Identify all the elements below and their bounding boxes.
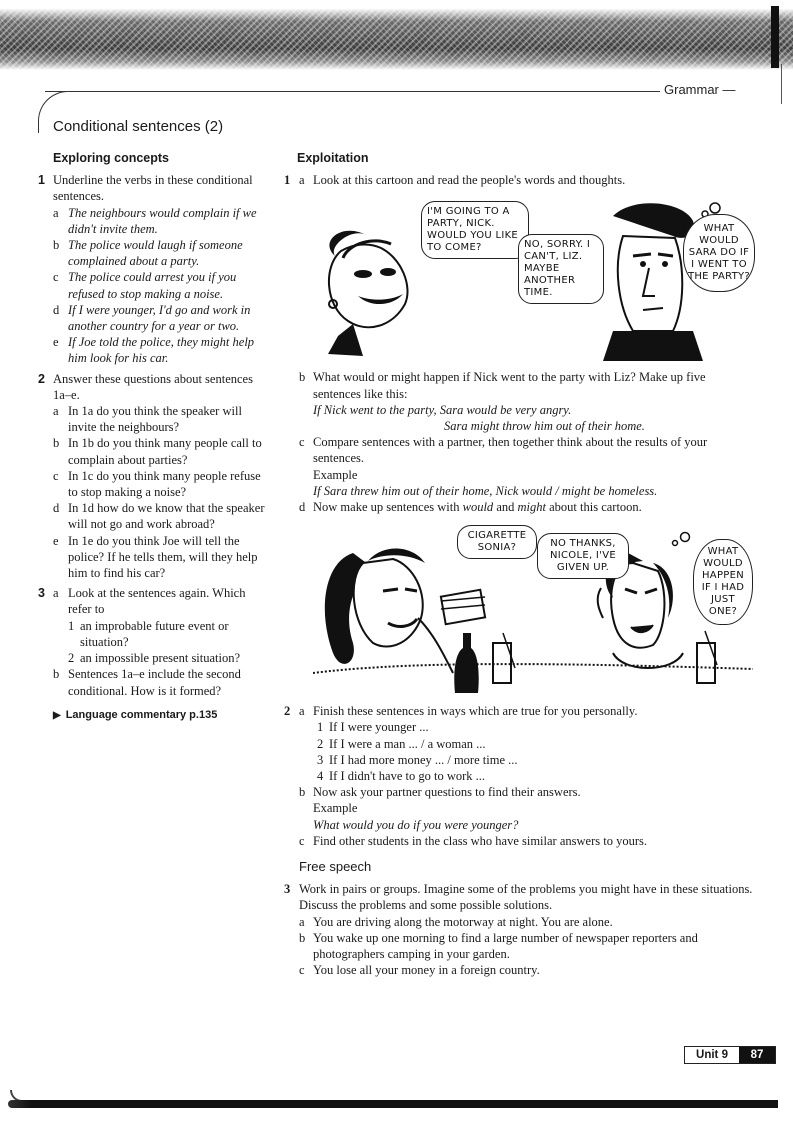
list-item — [68, 618, 270, 650]
list-item — [299, 914, 754, 930]
item-text: If I were a man ... / a woman ... — [329, 736, 486, 751]
item-text: In 1c do you think many people refuse to stop making a noise? — [68, 468, 261, 500]
item-letter: c — [299, 963, 305, 978]
example-sentence: What would you do if you were younger? — [313, 817, 519, 832]
item-letter: d — [299, 500, 306, 515]
list-item — [299, 703, 754, 784]
item-text: In 1d how do we know that the speaker will not go and work abroad? — [68, 501, 265, 532]
exercise-instruction: Underline the verbs in these conditional sentences. — [53, 173, 253, 204]
item-letter: b — [53, 238, 60, 253]
item-text: The police could arrest you if you refused to stop making a noise. — [68, 270, 237, 301]
list-item — [53, 435, 270, 467]
exercise-number: 3 — [38, 586, 45, 601]
page-footer-badge — [684, 1046, 776, 1064]
list-item — [53, 403, 270, 435]
item-text: Finish these sentences in ways which are true for you personally. — [313, 704, 638, 719]
list-item — [53, 666, 270, 698]
exploitation-column — [284, 150, 754, 978]
list-item — [313, 736, 754, 752]
item-number: 1 — [317, 720, 324, 735]
exercise-2 — [38, 371, 270, 582]
speech-bubble-liz: I'M GOING TO A PARTY, NICK. WOULD YOU LIKE TO COME? — [421, 201, 529, 259]
item-text: Look at this cartoon and read the people's words and thoughts. — [313, 173, 626, 188]
item-letter: c — [53, 468, 59, 483]
item-text: You are driving along the motorway at night. You are alone. — [313, 914, 613, 929]
list-item — [313, 752, 754, 768]
item-text: What would or might happen if Nick went to the party with Liz? Make up five sentences like this: — [313, 370, 706, 401]
item-text: Look at the sentences again. Which refer to — [68, 586, 246, 617]
item-letter: a — [299, 914, 305, 929]
example-label: Example — [313, 467, 358, 482]
header-texture-band — [0, 0, 793, 70]
item-text: an impossible present situation? — [80, 651, 241, 666]
item-text: If I were younger ... — [329, 720, 429, 735]
cartoon-nick-liz — [313, 196, 754, 361]
list-item — [299, 833, 754, 849]
exercise-3 — [38, 585, 270, 698]
list-item — [313, 719, 754, 735]
exploitation-heading: Exploitation — [297, 151, 369, 165]
triangle-right-icon: ▶ — [53, 709, 61, 721]
item-text: an improbable future event or situation? — [80, 618, 229, 649]
footer-band — [8, 1100, 778, 1108]
item-letter: c — [299, 435, 305, 450]
exercise-number: 1 — [284, 173, 291, 188]
list-item — [299, 499, 754, 515]
cartoon-sonia-nicole — [313, 523, 754, 693]
list-item — [53, 302, 270, 334]
page-title: Conditional sentences (2) — [53, 118, 224, 135]
item-text: In 1e do you think Joe will tell the police? If he tells them, will they help him to find his car? — [68, 533, 258, 581]
speech-bubble-sonia: CIGARETTE SONIA? — [457, 525, 537, 559]
item-number: 4 — [317, 769, 324, 784]
example-sentence: If Sara threw him out of their home, Nick would / might be homeless. — [313, 483, 658, 498]
exercise-number: 2 — [38, 371, 45, 386]
item-text: Now make up sentences with would and might about this cartoon. — [313, 500, 642, 515]
language-commentary-link[interactable] — [53, 707, 270, 724]
item-text: You lose all your money in a foreign country. — [313, 963, 540, 978]
item-letter: a — [53, 205, 59, 220]
item-letter: a — [299, 704, 305, 719]
exploitation-exercise-3 — [284, 881, 754, 978]
example-sentence: If Nick went to the party, Sara would be very angry. — [313, 402, 572, 417]
item-letter: d — [53, 501, 60, 516]
list-item — [53, 468, 270, 500]
list-item — [53, 533, 270, 582]
list-item — [53, 269, 270, 301]
exploitation-exercise-2 — [284, 703, 754, 849]
item-letter: b — [299, 370, 306, 385]
list-item — [53, 500, 270, 532]
item-letter: e — [53, 335, 59, 350]
thought-bubble-nick: WHAT WOULD SARA DO IF I WENT TO THE PARTY? — [683, 214, 755, 292]
item-text: Now ask your partner questions to find their answers. — [313, 785, 581, 800]
item-letter: b — [53, 667, 60, 682]
speech-bubble-nick: NO, SORRY. I CAN'T, LIZ. MAYBE ANOTHER TIME. — [518, 234, 604, 304]
item-number: 1 — [68, 618, 75, 633]
item-letter: c — [53, 270, 59, 285]
list-item — [299, 930, 754, 962]
unit-label: Unit 9 — [696, 1049, 728, 1061]
thought-bubble-nicole: WHAT WOULD HAPPEN IF I HAD JUST ONE? — [693, 539, 753, 625]
item-letter: d — [53, 302, 60, 317]
example-label: Example — [313, 801, 358, 816]
item-text: In 1b do you think many people call to complain about parties? — [68, 436, 262, 467]
item-text: In 1a do you think the speaker will invite the neighbours? — [68, 404, 242, 435]
item-text: Find other students in the class who have similar answers to yours. — [313, 833, 647, 848]
section-label: Grammar — — [664, 82, 736, 97]
item-text: Sentences 1a–e include the second conditional. How is it formed? — [68, 667, 241, 698]
list-item — [299, 172, 754, 188]
margin-mark — [781, 64, 782, 104]
item-letter: c — [299, 833, 305, 848]
item-text: Compare sentences with a partner, then together think about the results of your sentences. — [313, 435, 708, 466]
item-text: You wake up one morning to find a large number of newspaper reporters and photographers camping in your garden. — [313, 930, 698, 962]
header-band-edge — [771, 6, 779, 68]
list-item — [299, 962, 754, 978]
item-letter: b — [299, 785, 306, 800]
item-text: If I had more money ... / more time ... — [329, 752, 518, 767]
page-number: 87 — [739, 1047, 775, 1063]
item-number: 3 — [317, 752, 324, 767]
item-letter: a — [53, 404, 59, 419]
commentary-label: Language commentary p.135 — [65, 708, 218, 721]
exercise-instruction: Answer these questions about sentences 1a–e. — [53, 371, 253, 402]
item-number: 2 — [68, 651, 75, 666]
item-text: If Joe told the police, they might help him look for his car. — [68, 335, 255, 366]
item-letter: e — [53, 533, 59, 548]
exercise-number: 3 — [284, 882, 291, 897]
list-item — [299, 369, 754, 434]
list-item — [53, 334, 270, 366]
exercise-number: 2 — [284, 704, 291, 719]
item-text: The police would laugh if someone complained about a party. — [68, 238, 243, 269]
free-speech-heading: Free speech — [299, 859, 372, 875]
list-item — [68, 650, 270, 666]
exercise-instruction: Work in pairs or groups. Imagine some of the problems you might have in these situations. Discuss the problems and some possible solutions. — [299, 882, 753, 913]
item-text: If I didn't have to go to work ... — [329, 769, 486, 784]
list-item — [299, 784, 754, 833]
example-sentence: Sara might throw him out of their home. — [444, 419, 645, 434]
item-number: 2 — [317, 736, 324, 751]
exercise-1 — [38, 172, 270, 366]
list-item — [53, 585, 270, 666]
list-item — [299, 434, 754, 499]
exploitation-exercise-1 — [284, 172, 754, 693]
item-text: The neighbours would complain if we didn't invite them. — [68, 205, 257, 236]
item-letter: b — [299, 930, 306, 945]
list-item — [53, 237, 270, 269]
item-text: If I were younger, I'd go and work in another country for a year or two. — [68, 302, 251, 334]
exploring-heading: Exploring concepts — [53, 151, 169, 165]
speech-bubble-nicole: NO THANKS, NICOLE, I'VE GIVEN UP. — [537, 533, 629, 579]
exercise-number: 1 — [38, 173, 45, 188]
item-letter: a — [299, 173, 305, 188]
item-letter: a — [53, 586, 59, 601]
list-item — [53, 205, 270, 237]
exploring-concepts-column — [38, 150, 270, 724]
list-item — [313, 768, 754, 784]
item-letter: b — [53, 436, 60, 451]
header-rule — [45, 91, 660, 92]
